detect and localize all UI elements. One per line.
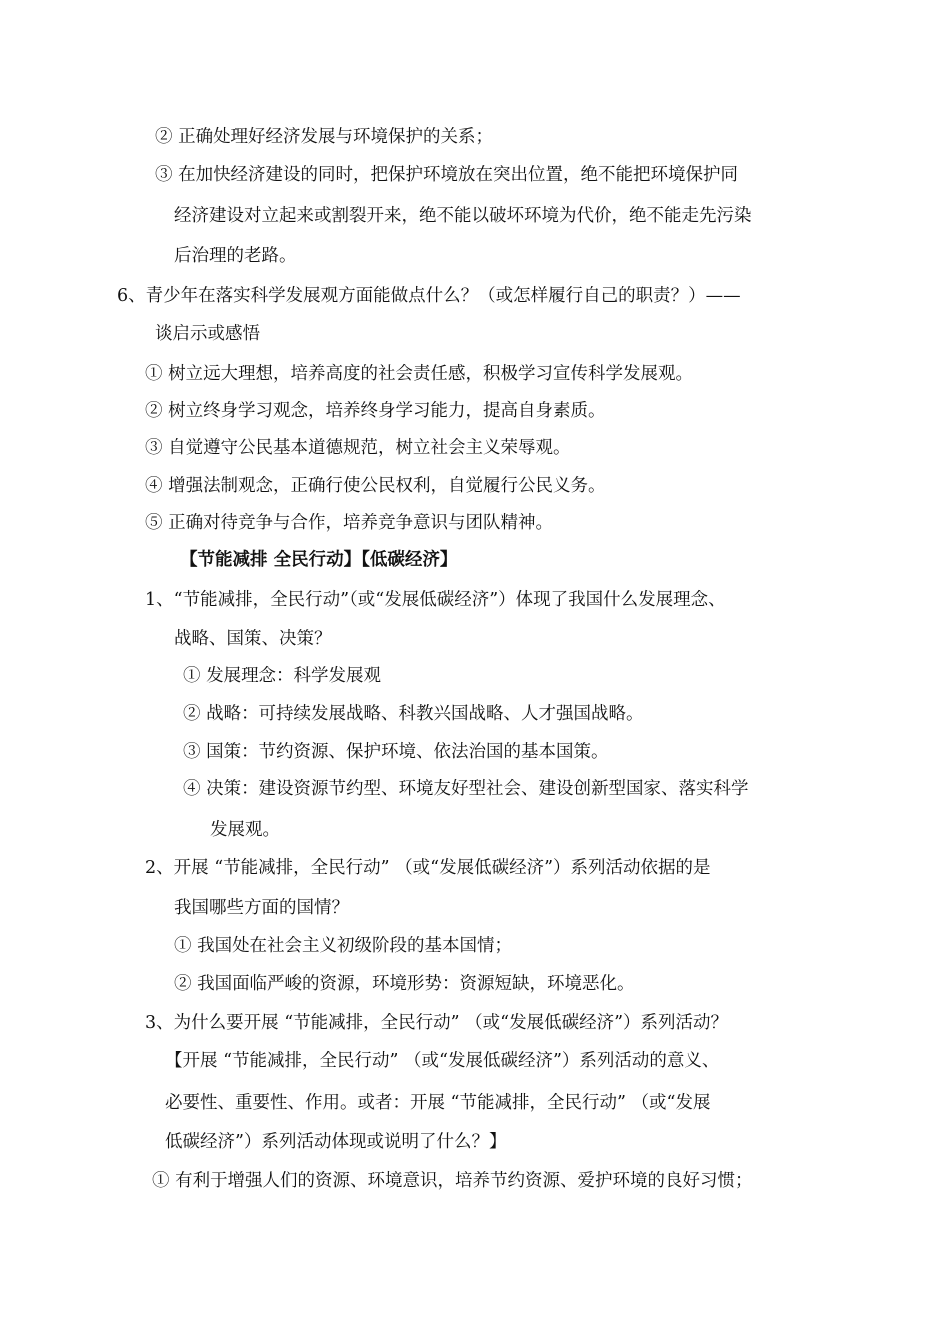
question-heading: 1、“节能减排，全民行动”（或“发展低碳经济”）体现了我国什么发展理念、 [145,590,726,610]
list-item: ① 树立远大理想，培养高度的社会责任感，积极学习宣传科学发展观。 [145,364,694,384]
section-title: 【节能减排 全民行动】【低碳经济】 [180,550,458,570]
text-line: 低碳经济”）系列活动体现或说明了什么？】 [165,1132,507,1152]
list-item: ① 有利于增强人们的资源、环境意识，培养节约资源、爱护环境的良好习惯； [152,1171,753,1191]
question-heading: 2、开展 “节能减排，全民行动” （或“发展低碳经济”）系列活动依据的是 [145,858,711,878]
list-item: ④ 决策：建设资源节约型、环境友好型社会、建设创新型国家、落实科学 [183,779,749,799]
list-item: ② 树立终身学习观念，培养终身学习能力，提高自身素质。 [145,401,606,421]
list-item: ④ 增强法制观念，正确行使公民权利，自觉履行公民义务。 [145,476,606,496]
text-line: 战略、国策、决策？ [174,629,332,649]
list-item: ⑤ 正确对待竞争与合作，培养竞争意识与团队精神。 [145,513,554,533]
list-item: ③ 国策：节约资源、保护环境、依法治国的基本国策。 [183,742,609,762]
text-line: 【开展 “节能减排，全民行动” （或“发展低碳经济”）系列活动的意义、 [165,1051,720,1071]
list-item: ② 战略：可持续发展战略、科教兴国战略、人才强国战略。 [183,704,644,724]
list-item: ③ 自觉遵守公民基本道德规范，树立社会主义荣辱观。 [145,438,571,458]
list-item: ① 我国处在社会主义初级阶段的基本国情； [174,936,513,956]
text-line: 我国哪些方面的国情？ [174,898,349,918]
text-line: ③ 在加快经济建设的同时，把保护环境放在突出位置，绝不能把环境保护同 [155,165,739,185]
question-heading: 6、青少年在落实科学发展观方面能做点什么？（或怎样履行自己的职责？）—— [117,286,741,306]
list-item: ① 发展理念：科学发展观 [183,666,382,686]
question-heading: 3、为什么要开展 “节能减排，全民行动” （或“发展低碳经济”）系列活动？ [145,1013,729,1033]
list-item: ② 我国面临严峻的资源，环境形势：资源短缺，环境恶化。 [174,974,635,994]
text-line: 发展观。 [210,820,280,840]
text-line: 经济建设对立起来或割裂开来，绝不能以破坏环境为代价，绝不能走先污染 [174,206,752,226]
text-line: 后治理的老路。 [174,246,297,266]
text-line: ② 正确处理好经济发展与环境保护的关系； [155,127,494,147]
text-line: 谈启示或感悟 [155,324,260,344]
text-line: 必要性、重要性、作用。或者：开展 “节能减排，全民行动” （或“发展 [165,1093,711,1113]
